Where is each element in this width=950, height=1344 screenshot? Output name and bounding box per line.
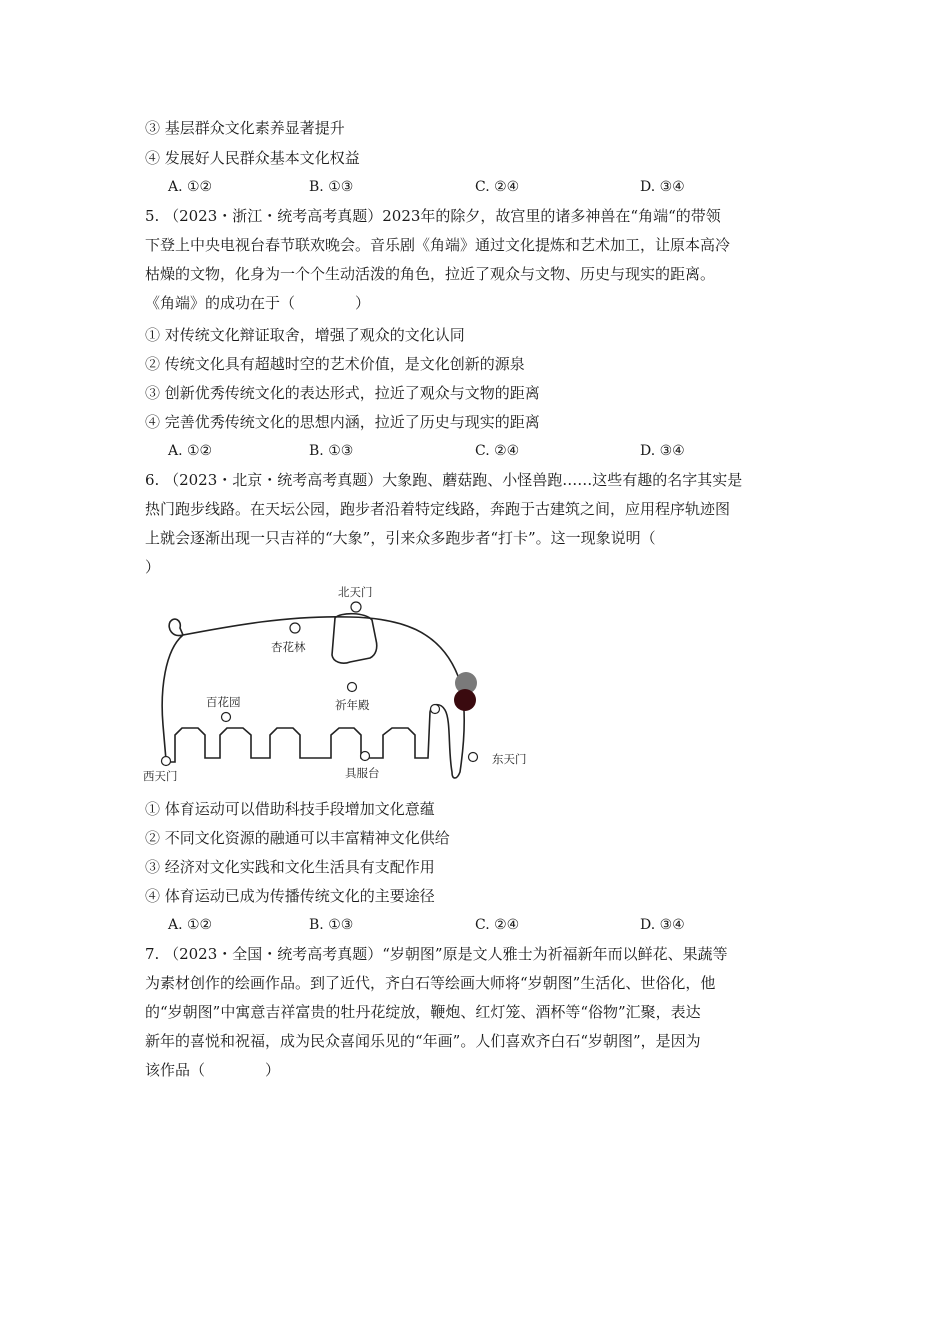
hundred-flower-garden-node [222, 713, 231, 722]
east-gate-node [469, 753, 478, 762]
apricot-grove-label: 杏花林 [271, 640, 306, 654]
jufutai-label: 具服台 [345, 766, 380, 780]
q5-item-4: ④ 完善优秀传统文化的思想内涵，拉近了历史与现实的距离 [145, 413, 540, 431]
option-c[interactable]: C. ②④ [475, 917, 520, 933]
north-gate-label: 北天门 [338, 585, 373, 599]
q7-stem-line: 7. （2023・全国・统考高考真题）“岁朝图”原是文人雅士为祈福新年而以鲜花、果蔬等 [145, 945, 728, 963]
apricot-grove-node [290, 623, 300, 633]
q7-stem-line: 的“岁朝图”中寓意吉祥富贵的牡丹花绽放，鞭炮、红灯笼、酒杯等“俗物”汇聚，表达 [145, 1003, 701, 1021]
q6-item-3: ③ 经济对文化实践和文化生活具有支配作用 [145, 858, 435, 876]
q6-item-1: ① 体育运动可以借助科技手段增加文化意蕴 [145, 800, 435, 818]
q6-stem-line: 热门跑步线路。在天坛公园，跑步者沿着特定线路，奔跑于古建筑之间，应用程序轨迹图 [145, 500, 731, 518]
elephant-ear-node [431, 705, 440, 714]
q5-stem-line: 枯燥的文物，化身为一个个生动活泼的角色，拉近了观众与文物、历史与现实的距离。 [145, 265, 716, 283]
runner-marker-dark [454, 689, 476, 711]
hundred-flower-garden-label: 百花园 [206, 695, 241, 709]
hall-of-prayer-node [348, 683, 357, 692]
q5-item-3: ③ 创新优秀传统文化的表达形式，拉近了观众与文物的距离 [145, 384, 540, 402]
q7-stem-line: 该作品（ ） [145, 1061, 281, 1079]
west-gate-node [162, 757, 171, 766]
q5-stem-line: 下登上中央电视台春节联欢晚会。音乐剧《角端》通过文化提炼和艺术加工，让原本高冷 [145, 236, 731, 254]
q6-item-4: ④ 体育运动已成为传播传统文化的主要途径 [145, 887, 435, 905]
option-d[interactable]: D. ③④ [640, 443, 685, 459]
q4-item-3: ③ 基层群众文化素养显著提升 [145, 119, 345, 137]
option-b[interactable]: B. ①③ [309, 443, 354, 459]
jufutai-node [361, 752, 370, 761]
q5-item-1: ① 对传统文化辩证取舍，增强了观众的文化认同 [145, 326, 465, 344]
q4-item-4: ④ 发展好人民群众基本文化权益 [145, 149, 360, 167]
q5-item-2: ② 传统文化具有超越时空的艺术价值，是文化创新的源泉 [145, 355, 525, 373]
option-a[interactable]: A. ①② [168, 443, 213, 459]
option-b[interactable]: B. ①③ [309, 179, 354, 195]
option-c[interactable]: C. ②④ [475, 443, 520, 459]
q6-item-2: ② 不同文化资源的融通可以丰富精神文化供给 [145, 829, 450, 847]
q5-stem-line: 《角端》的成功在于（ ） [145, 294, 371, 312]
north-gate-loop [332, 614, 377, 663]
q6-stem-line: 上就会逐渐出现一只吉祥的“大象”，引来众多跑步者“打卡”。这一现象说明（ [145, 529, 656, 547]
option-d[interactable]: D. ③④ [640, 917, 685, 933]
q7-stem-line: 新年的喜悦和祝福，成为民众喜闻乐见的“年画”。人们喜欢齐白石“岁朝图”，是因为 [145, 1032, 701, 1050]
option-c[interactable]: C. ②④ [475, 179, 520, 195]
option-a[interactable]: A. ①② [168, 179, 213, 195]
option-d[interactable]: D. ③④ [640, 179, 685, 195]
q5-stem-line: 5. （2023・浙江・统考高考真题）2023年的除夕，故宫里的诸多神兽在“角端“的带领 [145, 207, 721, 225]
east-gate-label: 东天门 [492, 752, 527, 766]
q6-stem-line: 6. （2023・北京・统考高考真题）大象跑、蘑菇跑、小怪兽跑……这些有趣的名字其实是 [145, 471, 743, 489]
north-gate-node [351, 602, 361, 612]
q6-stem-line: ） [145, 558, 161, 576]
option-b[interactable]: B. ①③ [309, 917, 354, 933]
hall-of-prayer-label: 祈年殿 [335, 698, 370, 712]
west-gate-label: 西天门 [143, 769, 178, 783]
option-a[interactable]: A. ①② [168, 917, 213, 933]
q7-stem-line: 为素材创作的绘画作品。到了近代，齐白石等绘画大师将“岁朝图”生活化、世俗化，他 [145, 974, 716, 992]
